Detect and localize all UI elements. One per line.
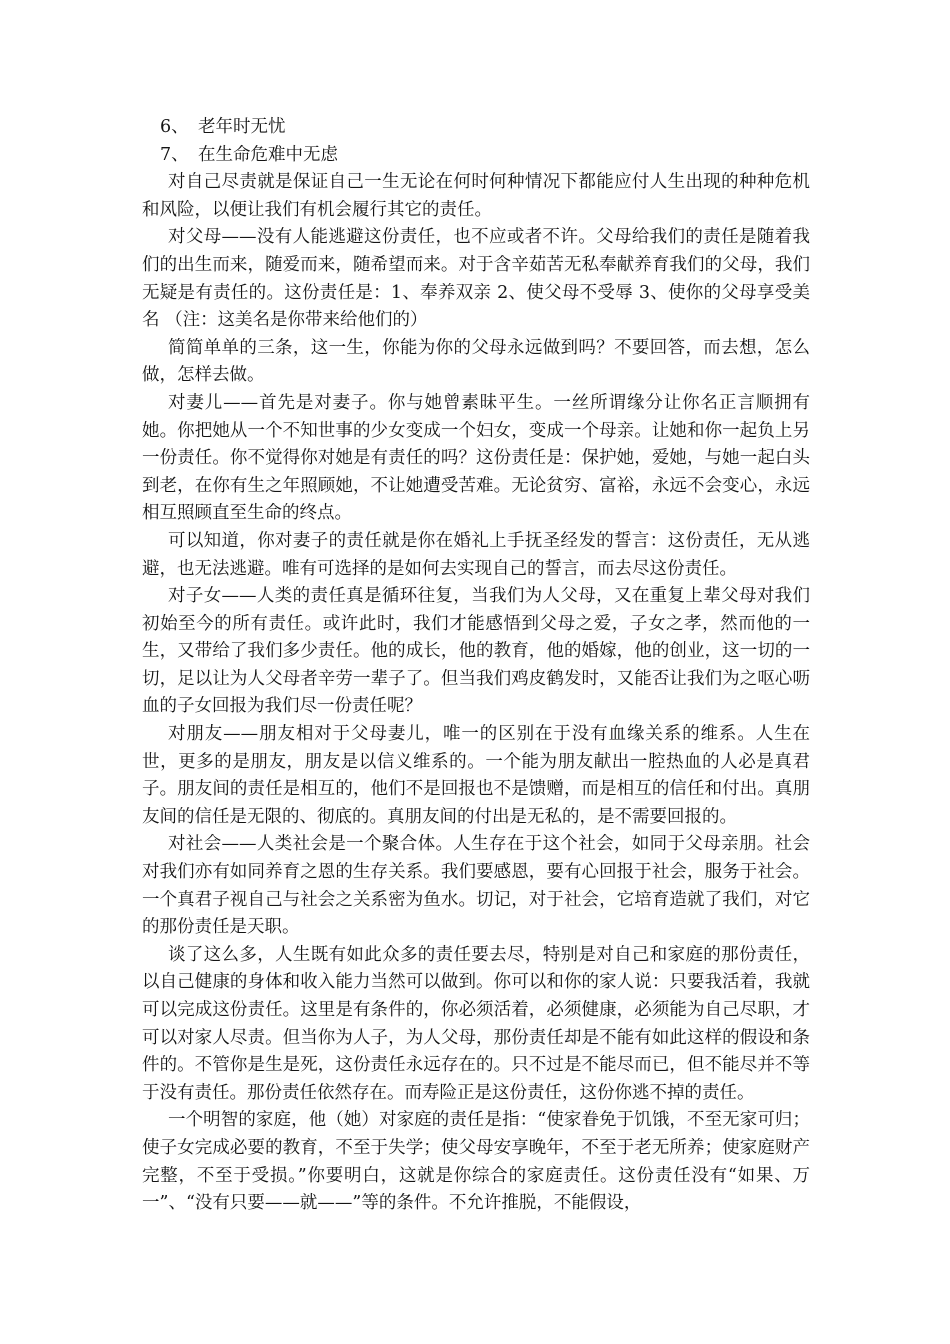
list-item [142, 114, 810, 142]
paragraph-family-duty: 一个明智的家庭，他（她）对家庭的责任是指：“使家眷免于饥饿，不至无家可归；使子女完成必要的教育，不至于失学；使父母安享晚年，不至于老无所养；使家庭财产完整，不至于受损。”你要明白，这就是你综合的家庭责任。这份责任没有“如果、万一”、“没有只要——就——”等的条件。不允许推脱，不能假设， [142, 1110, 810, 1214]
paragraph-society: 对社会——人类社会是一个聚合体。人生存在于这个社会，如同于父母亲朋。社会对我们亦有如同养育之恩的生存关系。我们要感恩，要有心回报于社会，服务于社会。一个真君子视自己与社会之关系密为鱼水。切记，对于社会，它培育造就了我们，对它的那份责任是天职。 [142, 834, 810, 938]
paragraph-parents: 对父母——没有人能逃避这份责任，也不应或者不许。父母给我们的责任是随着我们的出生而来，随爱而来，随希望而来。对于含辛茹苦无私奉献养育我们的父母，我们无疑是有责任的。这份责任是：1、奉养双亲 2、使父母不受辱 3、使你的父母享受美名 （注：这美名是你带来给他们的） [142, 227, 810, 331]
list-number: 7、 [160, 144, 189, 165]
list-text: 老年时无忧 [198, 117, 286, 137]
document-body [142, 114, 810, 1218]
list-number: 6、 [160, 117, 189, 137]
paragraph-wife-children: 对妻儿——首先是对妻子。你与她曾素昧平生。一丝所谓缘分让你名正言顺拥有她。你把她从一个不知世事的少女变成一个妇女，变成一个母亲。让她和你一起负上另一份责任。你不觉得你对她是有责任的吗？这份责任是：保护她，爱她，与她一起白头到老，在你有生之年照顾她，不让她遭受苦难。无论贫穷、富裕，永远不会变心，永远相互照顾直至生命的终点。 [142, 392, 810, 524]
paragraph-summary: 谈了这么多，人生既有如此众多的责任要去尽，特别是对自己和家庭的那份责任，以自己健康的身体和收入能力当然可以做到。你可以和你的家人说：只要我活着，我就可以完成这份责任。这里是有条件的，你必须活着，必须健康，必须能为自己尽职，才可以对家人尽责。但当你为人子，为人父母，那份责任却是不能有如此这样的假设和条件的。不管你是生是死，这份责任永远存在的。只不过是不能尽而已，但不能尽并不等于没有责任。那份责任依然存在。而寿险正是这份责任，这份你逃不掉的责任。 [142, 944, 810, 1103]
paragraph-wedding-vow: 可以知道，你对妻子的责任就是你在婚礼上手抚圣经发的誓言：这份责任，无从逃避，也无法逃避。唯有可选择的是如何去实现自己的誓言，而去尽这份责任。 [142, 530, 810, 579]
paragraph-friends: 对朋友——朋友相对于父母妻儿，唯一的区别在于没有血缘关系的维系。人生在世，更多的是朋友，朋友是以信义维系的。一个能为朋友献出一腔热血的人必是真君子。朋友间的责任是相互的，他们不是回报也不是馈赠，而是相互的信任和付出。真朋友间的信任是无限的、彻底的。真朋友间的付出是无私的，是不需要回报的。 [142, 724, 810, 827]
paragraph-three-points: 简简单单的三条，这一生，你能为你的父母永远做到吗？不要回答，而去想，怎么做，怎样去做。 [142, 337, 810, 386]
list-text: 在生命危难中无虑 [198, 144, 338, 165]
paragraph-self-responsibility: 对自己尽责就是保证自己一生无论在何时何种情况下都能应付人生出现的种种危机和风险，以便让我们有机会履行其它的责任。 [142, 172, 810, 220]
list-item [142, 142, 810, 170]
paragraph-children: 对子女——人类的责任真是循环往复，当我们为人父母，又在重复上辈父母对我们初始至今的所有责任。或许此时，我们才能感悟到父母之爱，子女之孝，然而他的一生，又带给了我们多少责任。他的成长，他的教育，他的婚嫁，他的创业，这一切的一切，足以让为人父母者辛劳一辈子了。但当我们鸡皮鹤发时，又能否让我们为之呕心呖血的子女回报为我们尽一份责任呢？ [142, 586, 810, 717]
